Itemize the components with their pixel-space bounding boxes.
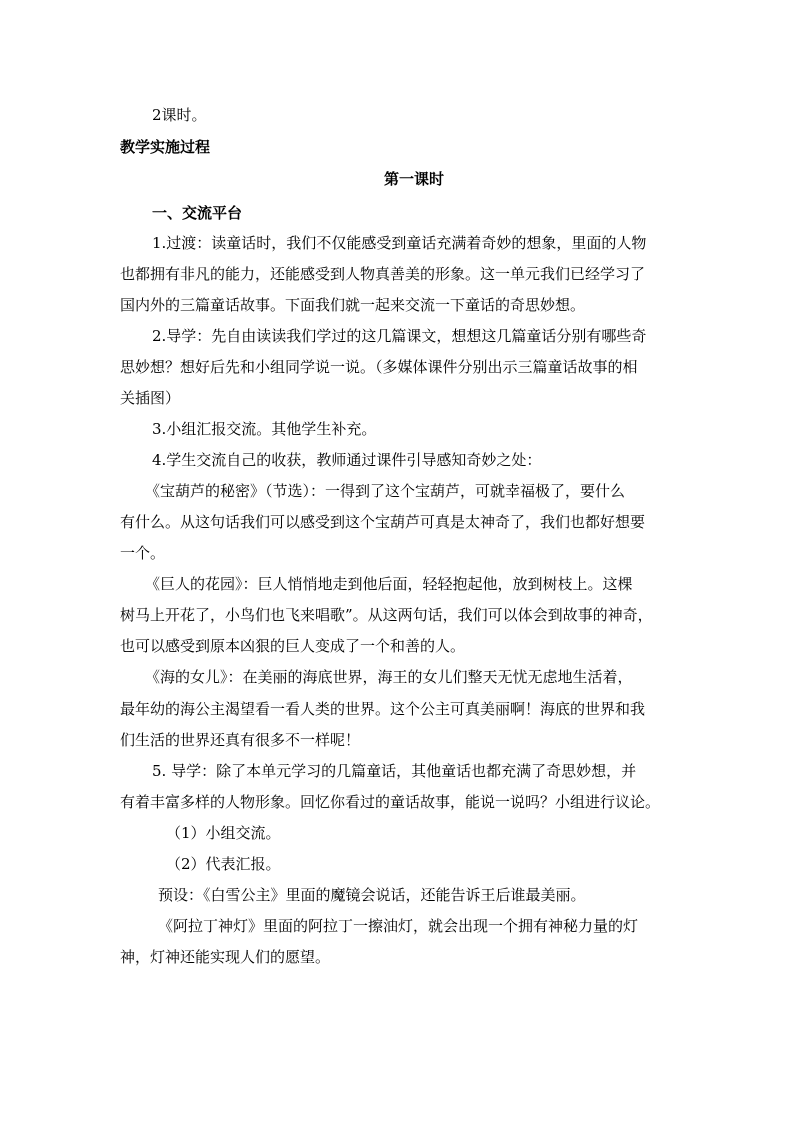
paragraph-line: 3.小组汇报交流。其他学生补充。	[152, 420, 377, 438]
paragraph-line: 预设：《白雪公主》里面的魔镜会说话，还能告诉王后谁最美丽。	[158, 886, 586, 904]
paragraph-line: 树马上开花了，小鸟们也飞来唱歌”。从这两句话，我们可以体会到故事的神奇，	[120, 606, 653, 624]
paragraph-line: 也都拥有非凡的能力，还能感受到人物真善美的形象。这一单元我们已经学习了	[120, 265, 646, 283]
paragraph-line: 1.过渡：读童话时，我们不仅能感受到童话充满着奇妙的想象，里面的人物	[152, 234, 647, 252]
paragraph-line: 《宝葫芦的秘密》（节选）：一得到了这个宝葫芦，可就幸福极了，要什么	[145, 482, 626, 500]
subsection-heading: 一、交流平台	[152, 204, 243, 222]
text-line: 2课时。	[152, 106, 207, 124]
paragraph-line: 思妙想？想好后先和小组同学说一说。（多媒体课件分别出示三篇童话故事的相	[120, 358, 638, 376]
paragraph-line: 一个。	[120, 544, 166, 562]
paragraph-line: 《巨人的花园》：巨人悄悄地走到他后面，轻轻抱起他，放到树枝上。这棵	[145, 575, 633, 593]
paragraph-line: 国内外的三篇童话故事。下面我们就一起来交流一下童话的奇思妙想。	[120, 296, 586, 314]
paragraph-line: 《阿拉丁神灯》里面的阿拉丁一擦油灯，就会出现一个拥有神秘力量的灯	[158, 917, 639, 935]
paragraph-line: 有什么。从这句话我们可以感受到这个宝葫芦可真是太神奇了，我们也都好想要	[120, 513, 646, 531]
paragraph-line: 神，灯神还能实现人们的愿望。	[120, 948, 331, 966]
paragraph-line: 2.导学：先自由读读我们学过的这几篇课文，想想这几篇童话分别有哪些奇	[152, 327, 647, 345]
lesson-title: 第一课时	[384, 170, 445, 188]
paragraph-line: 们生活的世界还真有很多不一样呢！	[120, 731, 361, 749]
list-item: （2）代表汇报。	[166, 855, 281, 873]
list-item: （1）小组交流。	[166, 824, 281, 842]
paragraph-line: 关插图）	[120, 389, 181, 407]
paragraph-line: 有着丰富多样的人物形象。回忆你看过的童话故事，能说一说吗？小组进行议论。	[120, 793, 661, 811]
paragraph-line: 《海的女儿》：在美丽的海底世界，海王的女儿们整天无忧无虑地生活着，	[145, 668, 633, 686]
paragraph-line: 5. 导学：除了本单元学习的几篇童话，其他童话也都充满了奇思妙想，并	[152, 762, 637, 780]
paragraph-line: 也可以感受到原本凶狠的巨人变成了一个和善的人。	[120, 637, 466, 655]
paragraph-line: 4.学生交流自己的收获，教师通过课件引导感知奇妙之处：	[152, 451, 542, 469]
paragraph-line: 最年幼的海公主渴望看一看人类的世界。这个公主可真美丽啊！海底的世界和我	[120, 700, 646, 718]
section-heading: 教学实施过程	[120, 138, 211, 156]
